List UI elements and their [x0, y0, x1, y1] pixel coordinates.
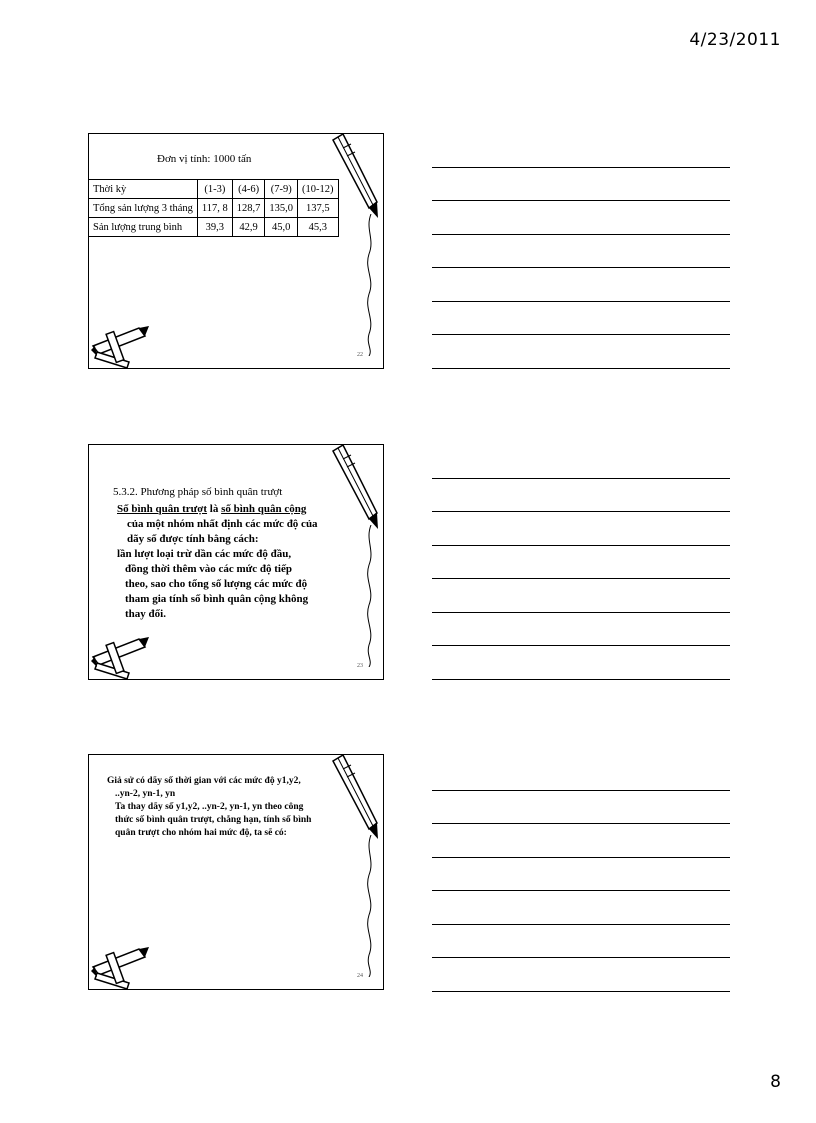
table-cell: 135,0 [265, 199, 298, 218]
text-line: dãy số được tính bằng cách: [127, 533, 259, 545]
table-cell: 45,0 [265, 218, 298, 237]
table-cell: 39,3 [197, 218, 232, 237]
table-cell: (10-12) [298, 180, 339, 199]
note-line [432, 824, 730, 858]
text-line: quân trượt cho nhóm hai mức độ, ta sẽ có: [115, 828, 287, 838]
table-cell: 42,9 [232, 218, 265, 237]
note-line [432, 445, 730, 479]
ink-line-icon [363, 835, 377, 977]
slide-number: 24 [357, 973, 363, 979]
table-cell: (1-3) [197, 180, 232, 199]
note-line [432, 546, 730, 580]
crayons-icon [89, 633, 151, 679]
table-row [89, 218, 339, 237]
text-line: của một nhóm nhất định các mức độ của [127, 518, 318, 530]
notes-lines [432, 445, 730, 680]
slide-text [113, 485, 353, 622]
note-line [432, 134, 730, 168]
print-date: 4/23/2011 [689, 30, 781, 50]
table-cell: Sản lượng trung bình [89, 218, 198, 237]
note-line [432, 646, 730, 680]
note-line [432, 791, 730, 825]
note-line [432, 268, 730, 302]
text-line: ..yn-2, yn-1, yn [115, 789, 176, 799]
text-line: lần lượt loại trừ dần các mức độ đầu, [117, 548, 292, 560]
text-line: thay đổi. [125, 608, 166, 620]
notes-lines [432, 134, 730, 369]
text-line: Ta thay dãy số y1,y2, ..yn-2, yn-1, yn theo công [115, 802, 304, 812]
unit-label: Đơn vị tính: 1000 tấn [157, 153, 252, 165]
table-cell: 128,7 [232, 199, 265, 218]
note-line [432, 579, 730, 613]
slide-number: 23 [357, 663, 363, 669]
table-cell: Thời kỳ [89, 180, 198, 199]
crayons-icon [89, 943, 151, 989]
table-cell: 117, 8 [197, 199, 232, 218]
term: số bình quân cộng [221, 503, 307, 515]
pen-icon [331, 134, 381, 219]
note-line [432, 925, 730, 959]
text-line: thức số bình quân trượt, chẳng hạn, tính số bình [115, 815, 312, 825]
note-line [432, 958, 730, 992]
note-line [432, 302, 730, 336]
note-line [432, 335, 730, 369]
note-line [432, 757, 730, 791]
note-line [432, 168, 730, 202]
notes-lines [432, 757, 730, 992]
note-line [432, 512, 730, 546]
note-line [432, 891, 730, 925]
slide-text [107, 775, 359, 840]
production-table [88, 179, 339, 237]
note-line [432, 201, 730, 235]
term: Số bình quân trượt [117, 503, 208, 515]
text: là [207, 503, 222, 515]
text-line: tham gia tính số bình quân cộng không [125, 593, 309, 605]
crayons-icon [89, 322, 151, 368]
note-line [432, 235, 730, 269]
note-line [432, 479, 730, 513]
section-heading: 5.3.2. Phương pháp số bình quân trượt [113, 486, 283, 498]
table-row [89, 199, 339, 218]
slide-thumbnail-22 [88, 133, 384, 369]
pen-icon [331, 755, 381, 840]
text-line: theo, sao cho tổng số lượng các mức độ [125, 578, 308, 590]
ink-line-icon [363, 525, 377, 667]
note-line [432, 858, 730, 892]
slide-number: 22 [357, 352, 363, 358]
text-line: Giả sử có dãy số thời gian với các mức độ y1,y2, [107, 776, 301, 786]
table-cell: (7-9) [265, 180, 298, 199]
slide-thumbnail-24 [88, 754, 384, 990]
table-cell: (4-6) [232, 180, 265, 199]
table-cell: 45,3 [298, 218, 339, 237]
table-cell: Tổng sản lượng 3 tháng [89, 199, 198, 218]
table-cell: 137,5 [298, 199, 339, 218]
pen-icon [331, 445, 381, 530]
table-row [89, 180, 339, 199]
definition-line [113, 502, 353, 517]
slide-thumbnail-23 [88, 444, 384, 680]
note-line [432, 613, 730, 647]
text-line: đồng thời thêm vào các mức độ tiếp [125, 563, 292, 575]
ink-line-icon [363, 214, 377, 356]
page-number: 8 [770, 1072, 781, 1092]
